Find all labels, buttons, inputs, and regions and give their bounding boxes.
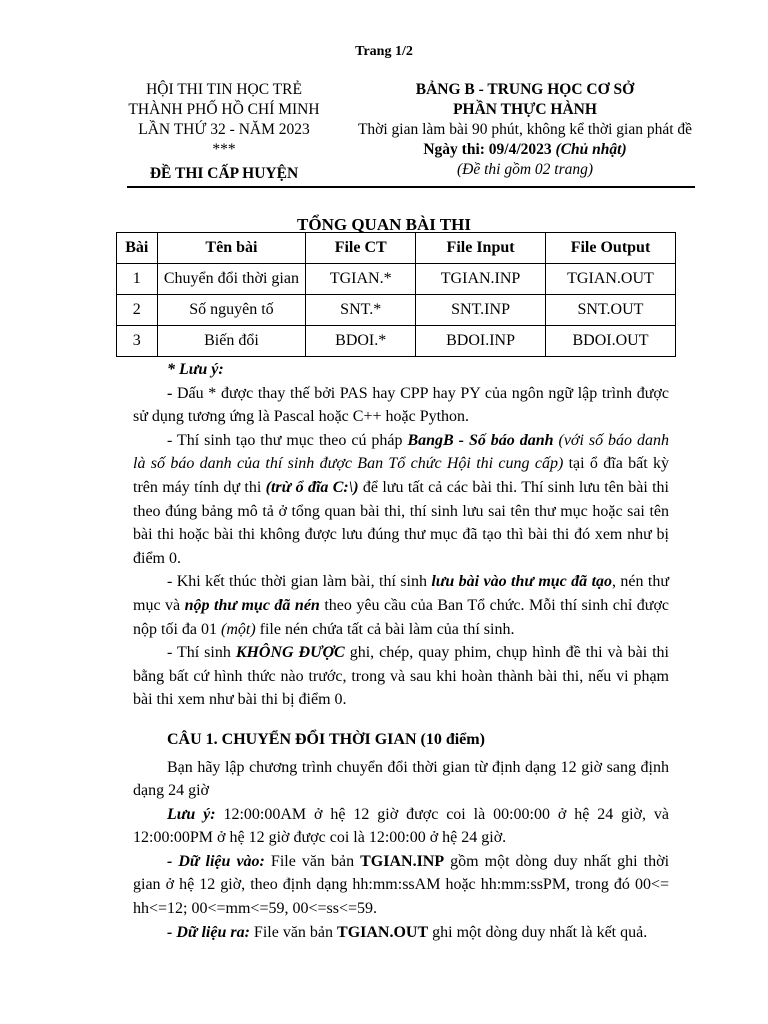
folder-syntax: BangB - Số báo danh — [407, 431, 554, 449]
table-cell: 3 — [117, 326, 158, 357]
table-cell: Chuyển đổi thời gian — [157, 264, 306, 295]
table-cell: TGIAN.INP — [416, 264, 546, 295]
table-cell: SNT.INP — [416, 295, 546, 326]
page-number: Trang 1/2 — [355, 44, 413, 59]
output-text: File văn bản — [249, 923, 338, 941]
exam-part: PHẦN THỰC HÀNH — [453, 101, 597, 118]
question-1-intro: Bạn hãy lập chương trình chuyển đổi thời gian từ định dạng 12 giờ sang định dạng 24 giờ — [133, 758, 669, 800]
output-text: ghi một dòng duy nhất là kết quả. — [428, 923, 648, 941]
note-paragraph-1 — [133, 382, 669, 429]
table-cell: 1 — [117, 264, 158, 295]
note-paragraph-3 — [133, 570, 669, 641]
organizer-block — [118, 80, 330, 184]
exam-pages-note: (Đề thi gồm 02 trang) — [456, 161, 594, 178]
table-header-cell: Tên bài — [157, 233, 306, 264]
note-paragraph-4 — [133, 641, 669, 712]
note-text: - Thí sinh tạo thư mục theo cú pháp — [167, 431, 408, 449]
table-header-cell: File Output — [545, 233, 675, 264]
input-filename: TGIAN.INP — [360, 852, 445, 870]
exam-info-block — [340, 80, 710, 180]
note-emphasis: KHÔNG ĐƯỢC — [235, 644, 345, 662]
note-text: file nén chứa tất cả bài làm của thí sinh. — [255, 620, 515, 638]
question-1-output — [133, 921, 669, 945]
note-text: để lưu tất cả các bài thi. Thí sinh lưu tên bài thi theo đúng bảng mô tả ở tổng quan bài thi, thí sinh lưu sai tên thư mục hoặc sai tên bài thi hoặc bài thi không được lưu đúng thư mục đã tạo thì bài thi đó xem như bị điểm 0. — [133, 478, 670, 567]
note-text: - Thí sinh — [167, 644, 236, 662]
exam-date-label: Ngày thi: 09/4/2023 — [423, 141, 552, 158]
note-emphasis: lưu bài vào thư mục đã tạo — [431, 573, 613, 591]
table-cell: BDOI.* — [306, 326, 416, 357]
table-cell: BDOI.OUT — [545, 326, 675, 357]
table-cell: Số nguyên tố — [157, 295, 306, 326]
table-cell: BDOI.INP — [416, 326, 546, 357]
header-divider — [127, 186, 695, 188]
question-1-note — [133, 803, 669, 850]
exam-date-weekday: (Chủ nhật) — [555, 141, 627, 158]
table-row — [117, 295, 676, 326]
input-text: File văn bản — [264, 852, 361, 870]
note-text: 12:00:00AM ở hệ 12 giờ được coi là 00:00:00 ở hệ 24 giờ, và 12:00:00PM ở hệ 12 giờ được coi là 12:00:00 ở hệ 24 giờ. — [133, 805, 670, 847]
note-text: Dấu * được thay thế bởi PAS hay CPP hay PY của ngôn ngữ lập trình được sử dụng tương ứng là Pascal hoặc C++ hoặc Python. — [133, 384, 669, 426]
note-text: ghi, chép, quay phim, chụp hình đề thi và bài thi bằng bất cứ hình thức nào trước, trong và sau khi hoàn thành bài thi, nếu vi phạm bài thi xem như bài thi bị điểm 0. — [133, 644, 669, 709]
drive-exclusion: (trừ ổ đĩa C:\) — [265, 478, 359, 496]
table-cell: TGIAN.* — [306, 264, 416, 295]
output-filename: TGIAN.OUT — [337, 923, 429, 941]
note-text: tại ổ đĩa bất kỳ trên máy tính dự thi — [133, 455, 669, 496]
overview-title: TỔNG QUAN BÀI THI — [297, 215, 471, 234]
question-1-input — [133, 850, 669, 921]
table-cell: SNT.OUT — [545, 295, 675, 326]
organizer-stars: *** — [212, 141, 236, 158]
organizer-line-1: HỘI THI TIN HỌC TRẺ — [146, 81, 302, 98]
note-label: Lưu ý: — [167, 805, 216, 823]
exam-date — [340, 140, 710, 160]
question-1-title: CÂU 1. CHUYỂN ĐỔI THỜI GIAN (10 điểm) — [167, 730, 485, 748]
note-text: , nén thư mục và — [133, 573, 670, 614]
exam-division: BẢNG B - TRUNG HỌC CƠ SỞ — [415, 81, 635, 98]
input-text: gồm một dòng duy nhất ghi thời gian ở hệ 12 giờ, theo định dạng hh:mm:ssAM hoặc hh:mm:ssPM, trong đó 00<= hh<=12; 00<=mm<=59, 00<=ss<=59. — [133, 852, 670, 918]
table-cell: TGIAN.OUT — [545, 264, 675, 295]
note-dash: - — [167, 384, 177, 402]
table-row — [117, 264, 676, 295]
overview-table — [116, 232, 676, 357]
table-header-cell: Bài — [117, 233, 158, 264]
table-header-cell: File CT — [306, 233, 416, 264]
note-text: - Khi kết thúc thời gian làm bài, thí sinh — [167, 573, 432, 591]
output-label: - Dữ liệu ra: — [167, 923, 250, 941]
table-cell: 2 — [117, 295, 158, 326]
note-emphasis: nộp thư mục đã nén — [184, 596, 320, 614]
note-text: theo yêu cầu của Ban Tổ chức. Mỗi thí sinh chỉ được nộp tối đa 01 — [133, 596, 670, 638]
organizer-line-2: THÀNH PHỐ HỒ CHÍ MINH — [128, 101, 320, 118]
exam-duration: Thời gian làm bài 90 phút, không kể thời gian phát đề — [357, 121, 693, 138]
exam-level: ĐỀ THI CẤP HUYỆN — [149, 165, 299, 182]
table-header-row — [117, 233, 676, 264]
note-paragraph-2 — [133, 429, 669, 571]
note-text-italic: (một) — [221, 620, 256, 638]
table-cell: SNT.* — [306, 295, 416, 326]
table-header-cell: File Input — [416, 233, 546, 264]
table-cell: Biến đổi — [157, 326, 306, 357]
table-row — [117, 326, 676, 357]
note-text-italic: (với số báo danh là số báo danh của thí sinh được Ban Tổ chức Hội thi cung cấp) — [133, 431, 669, 473]
organizer-line-3: LẦN THỨ 32 - NĂM 2023 — [138, 121, 310, 138]
input-label: - Dữ liệu vào: — [167, 852, 265, 870]
exam-body — [133, 358, 669, 944]
notes-title: * Lưu ý: — [167, 361, 224, 378]
